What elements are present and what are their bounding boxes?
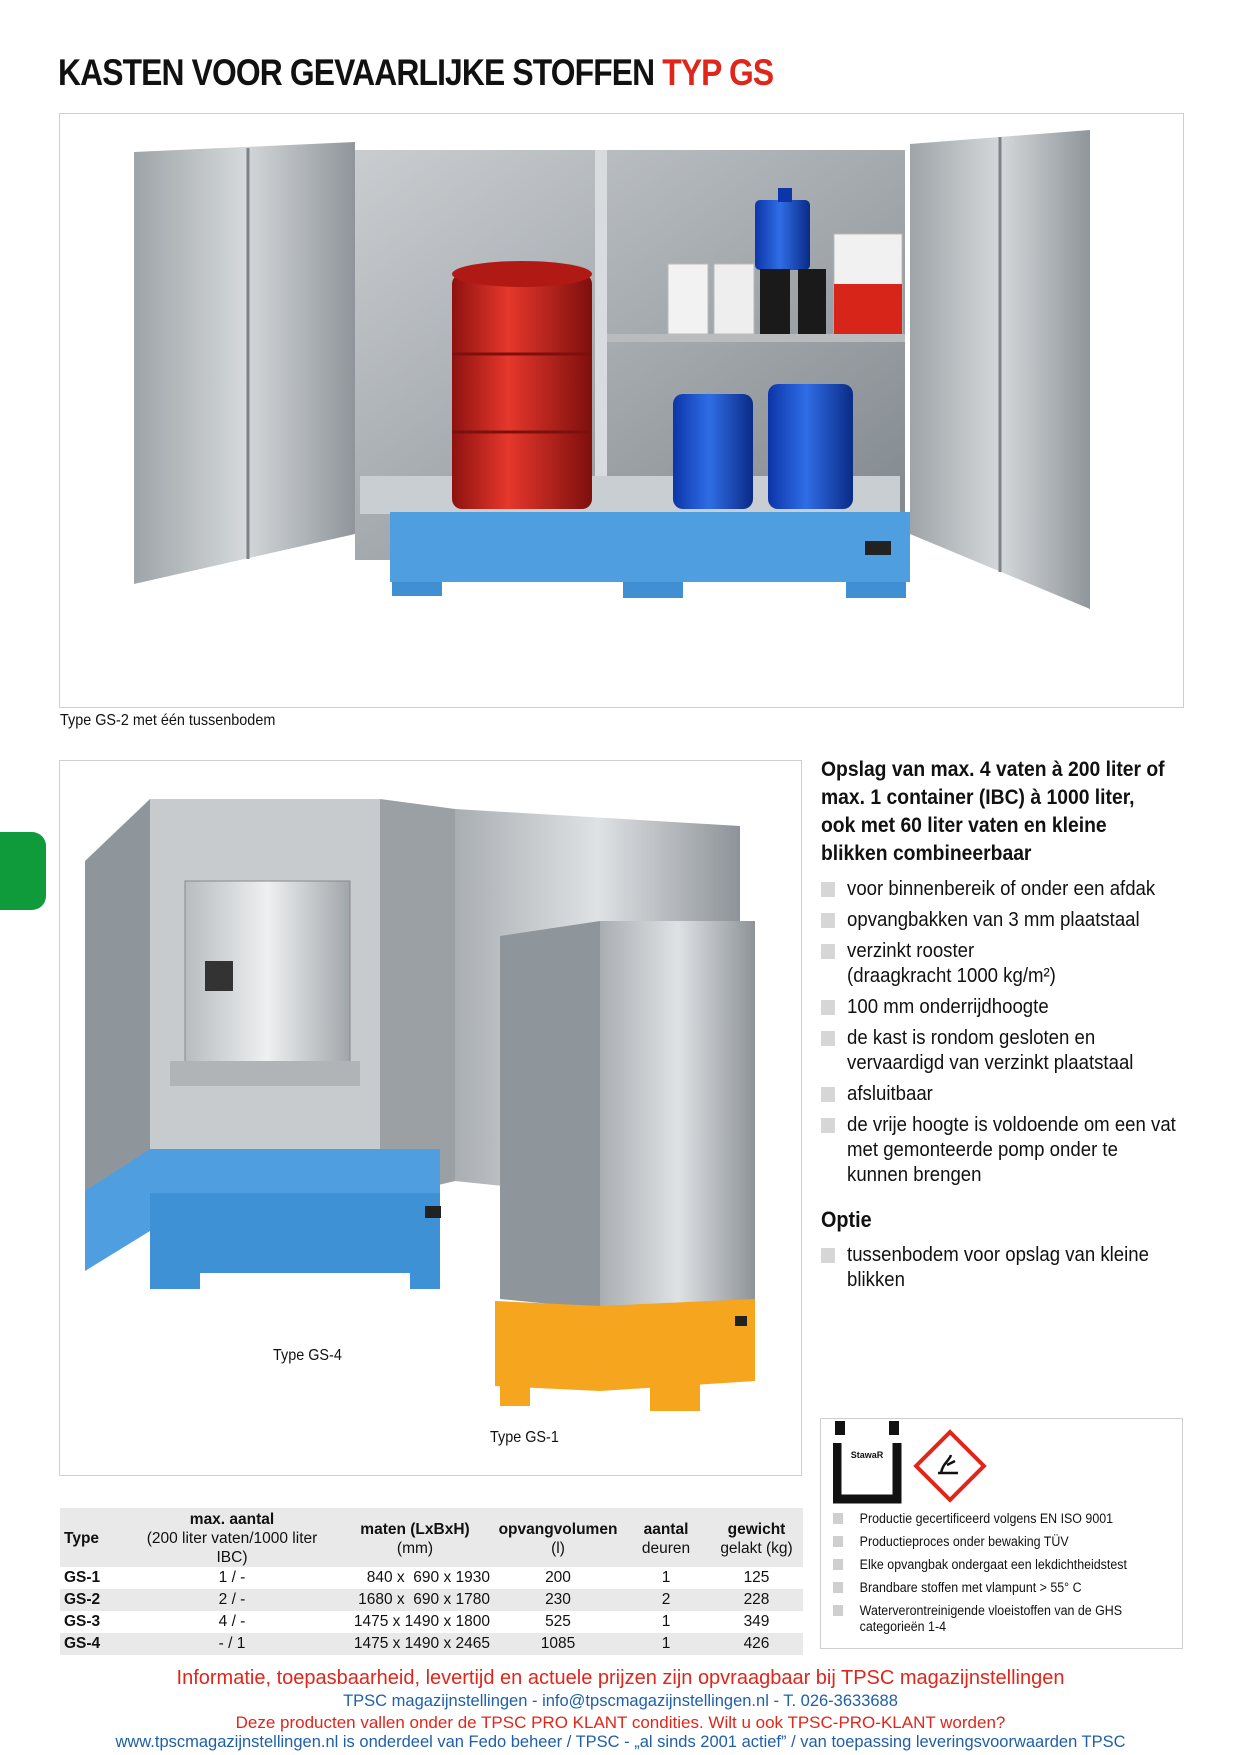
photo-gs2-caption: Type GS-2 met één tussenbodem	[60, 712, 276, 729]
feature-item: de vrije hoogte is voldoende om een vat met gemonteerde pomp onder te kunnen brengen	[821, 1113, 1184, 1188]
col-header: aantal deuren	[622, 1508, 710, 1567]
table-row: GS-2 2 / - 1680 x 690 x 1780 230 2 228	[60, 1589, 803, 1611]
col-header: opvangvolumen (l)	[494, 1508, 622, 1567]
feature-item: 100 mm onderrijdhoogte	[821, 995, 1184, 1020]
title-accent: TYP GS	[662, 52, 774, 93]
footer-contact-line[interactable]: TPSC magazijnstellingen - info@tpscmagazijnstellingen.nl - T. 026-3633688	[343, 1692, 898, 1710]
col-header: gewicht gelakt (kg)	[710, 1508, 803, 1567]
col-header: maten (LxBxH) (mm)	[336, 1508, 494, 1567]
optie-item: tussenbodem voor opslag van kleine blikken	[821, 1243, 1184, 1293]
footer-info-line: Informatie, toepasbaarheid, levertijd en actuele prijzen zijn opvraagbaar bij TPSC magazijnstellingen	[176, 1667, 1065, 1689]
svg-text:StawaR: StawaR	[850, 1450, 884, 1460]
page-title	[58, 52, 773, 94]
cert-item: Brandbare stoffen met vlampunt > 55° C	[833, 1580, 1155, 1596]
certification-list	[833, 1511, 1183, 1642]
intro-text: Opslag van max. 4 vaten à 200 liter of max. 1 container (IBC) à 1000 liter, ook met 60 liter vaten en kleine blikken combineerbaar	[821, 758, 1165, 865]
feature-list	[821, 877, 1211, 1194]
gs1-caption: Type GS-1	[490, 1429, 559, 1446]
table-row: GS-4 - / 1 1475 x 1490 x 2465 1085 1 426	[60, 1633, 803, 1655]
footer-website-line[interactable]: www.tpscmagazijnstellingen.nl is onderdeel van Fedo beheer / TPSC - „al sinds 2001 actief” / van toepassing leveringsvoorwaarden TPSC	[115, 1733, 1126, 1751]
gs4-caption: Type GS-4	[273, 1347, 342, 1364]
col-header: Type	[60, 1508, 128, 1567]
col-header: max. aantal (200 liter vaten/1000 liter IBC)	[128, 1508, 336, 1567]
cert-item: Productieproces onder bewaking TÜV	[833, 1534, 1155, 1550]
cert-item: Elke opvangbak ondergaat een lekdichtheidstest	[833, 1557, 1155, 1573]
footer-pro-klant-line: Deze producten vallen onder de TPSC PRO KLANT condities. Wilt u ook TPSC-PRO-KLANT worden?	[235, 1713, 1006, 1732]
feature-item: de kast is rondom gesloten en vervaardigd van verzinkt plaatstaal	[821, 1026, 1184, 1076]
feature-item: voor binnenbereik of onder een afdak	[821, 877, 1184, 902]
table-row: GS-3 4 / - 1475 x 1490 x 1800 525 1 349	[64, 1613, 770, 1630]
photo-gs2	[59, 113, 1184, 708]
cert-item: Waterverontreinigende vloeistoffen van de GHS categorieën 1-4	[833, 1603, 1155, 1635]
photo-gs4-gs1	[59, 760, 802, 1476]
feature-item: afsluitbaar	[821, 1082, 1184, 1107]
stawar-logo-icon	[833, 1421, 993, 1511]
spec-table	[60, 1508, 803, 1655]
feature-item: verzinkt rooster (draagkracht 1000 kg/m²)	[821, 939, 1184, 989]
optie-heading: Optie	[821, 1207, 872, 1232]
feature-item: opvangbakken van 3 mm plaatstaal	[821, 908, 1184, 933]
section-tab	[0, 832, 46, 910]
table-row: GS-1 1 / - 840 x 690 x 1930 200 1 125	[64, 1569, 770, 1586]
table-header-row	[60, 1508, 803, 1567]
optie-list	[821, 1243, 1211, 1299]
cert-item: Productie gecertificeerd volgens EN ISO 9001	[833, 1511, 1155, 1527]
title-main: KASTEN VOOR GEVAARLIJKE STOFFEN	[58, 52, 655, 93]
